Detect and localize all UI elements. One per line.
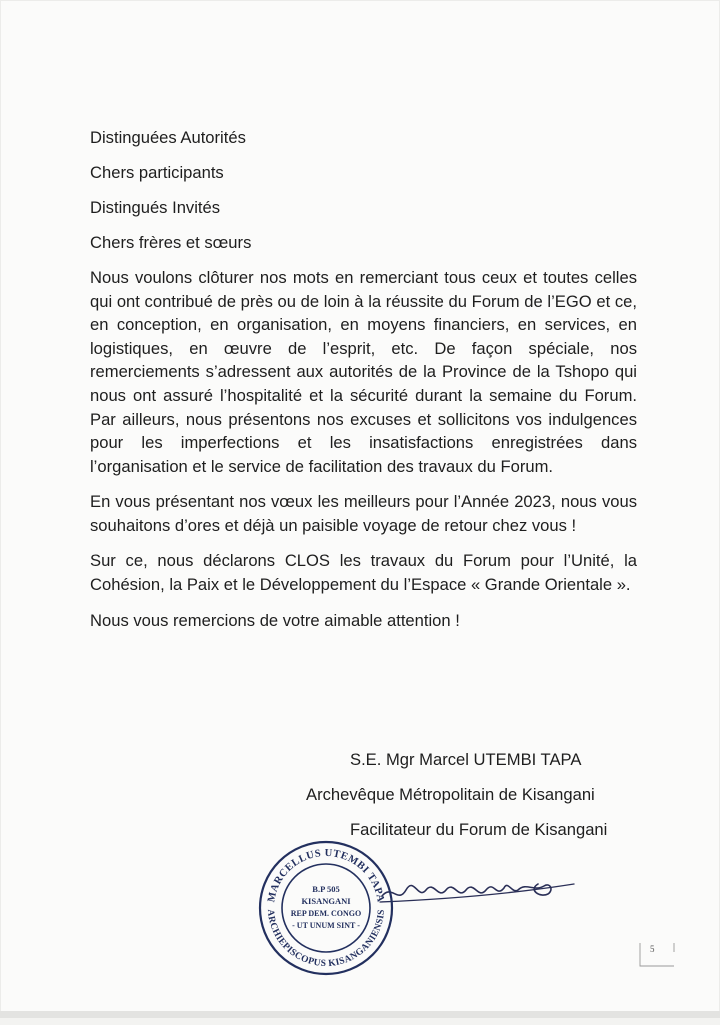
salutation: Distinguées Autorités bbox=[90, 128, 246, 147]
signatory-name: S.E. Mgr Marcel UTEMBI TAPA bbox=[350, 750, 582, 769]
salutation: Chers frères et sœurs bbox=[90, 232, 252, 252]
stamp-line: KISANGANI bbox=[301, 896, 351, 906]
page-number-box bbox=[637, 940, 677, 970]
stamp-line: B.P 505 bbox=[312, 884, 340, 894]
salutation: Distingués Invités bbox=[90, 197, 221, 217]
page-number: 5 bbox=[650, 944, 655, 954]
handwritten-signature bbox=[378, 860, 578, 915]
stamp-line: - UT UNUM SINT - bbox=[292, 921, 360, 930]
official-stamp bbox=[256, 838, 396, 978]
paragraph-thanks: Nous voulons clôturer nos mots en remerciant tous ceux et toutes celles qui ont contribué de près ou de loin à la réussite du Forum de l’EGO et ce, en conception, en organisation, en moyens financiers, en services, en logistiques, en œuvre de l’esprit, etc. De façon spéciale, nos remerciements s’adressent aux autorités de la Province de la Tshopo qui nous ont assuré l’hospitalité et la sécurité durant la semaine du Forum. Par ailleurs, nous présentons nos excuses et sollicitons vos indulgences pour les imperfections et les insatisfactions enregistrées dans l’organisation et le service de facilitation des travaux du Forum. bbox=[90, 267, 637, 476]
paragraph-closing: Sur ce, nous déclarons CLOS les travaux du Forum pour l’Unité, la Cohésion, la Paix et le Développement du l’Espace « Grande Orientale ». bbox=[90, 551, 637, 595]
signatory-title: Archevêque Métropolitain de Kisangani bbox=[306, 785, 595, 804]
signatory-role: Facilitateur du Forum de Kisangani bbox=[350, 820, 608, 839]
stamp-outer-top: MARCELLUS UTEMBI TAPA bbox=[266, 847, 386, 904]
letter-body bbox=[90, 126, 637, 644]
paragraph-wishes: En vous présentant nos vœux les meilleurs pour l’Année 2023, nous vous souhaitons d’ores et déjà un paisible voyage de retour chez vous ! bbox=[90, 492, 637, 535]
salutation: Chers participants bbox=[90, 162, 224, 182]
stamp-outer-bottom: ARCHIEPISCOPUS KISANGANIENSIS bbox=[264, 908, 388, 970]
paragraph-thanks-attention: Nous vous remercions de votre aimable attention ! bbox=[90, 610, 460, 630]
page-bottom-edge bbox=[0, 1011, 720, 1018]
stamp-line: REP DEM. CONGO bbox=[290, 909, 362, 918]
